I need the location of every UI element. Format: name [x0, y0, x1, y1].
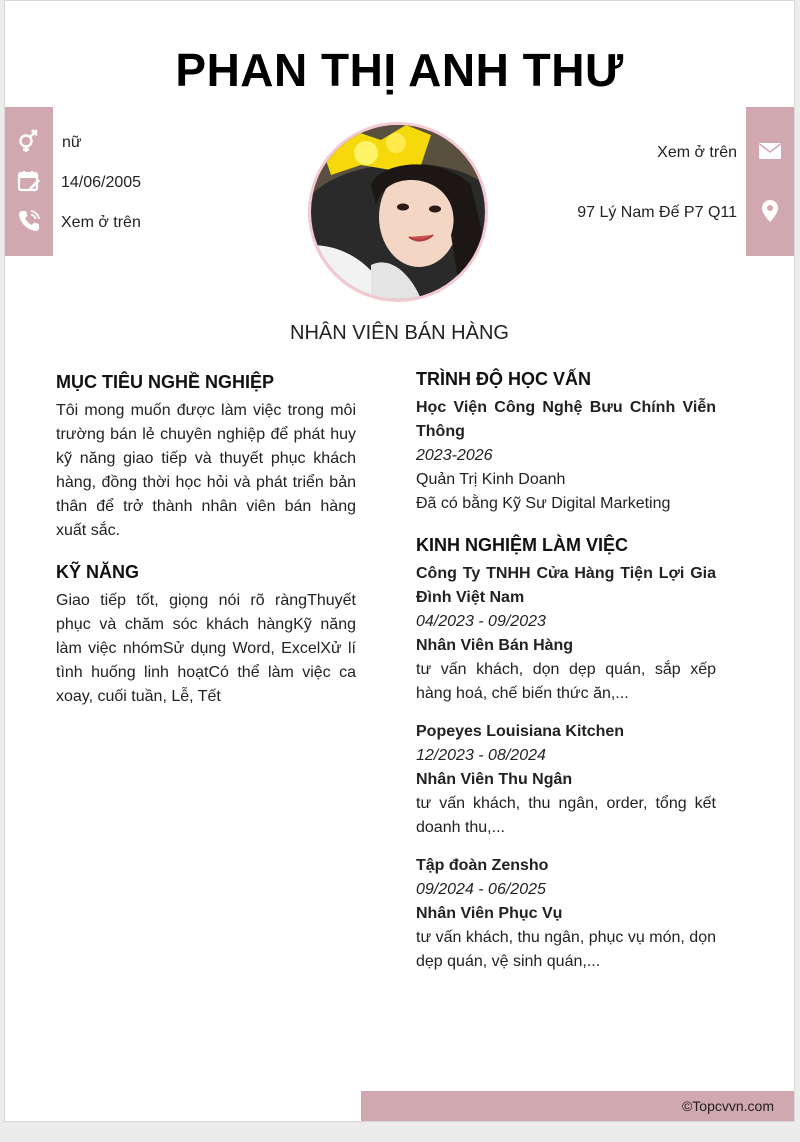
- job-company: Popeyes Louisiana Kitchen: [416, 723, 625, 740]
- objective-section: [56, 369, 356, 543]
- cv-page: [4, 0, 795, 1122]
- birthday-value: 14/06/2005: [61, 174, 142, 191]
- avatar-photo: [311, 125, 485, 299]
- job-period: 12/2023 - 08/2024: [416, 747, 546, 764]
- education-section: [416, 366, 716, 516]
- job-position: Nhân Viên Thu Ngân: [416, 771, 573, 788]
- job-company: Công Ty TNHH Cửa Hàng Tiện Lợi Gia Đình Việt Nam: [416, 565, 716, 606]
- experience-section: [416, 532, 716, 974]
- mail-icon: [758, 139, 782, 163]
- candidate-name: PHAN THỊ ANH THƯ: [175, 44, 624, 96]
- skills-text: Giao tiếp tốt, giọng nói rõ ràngThuyết phục và chăm sóc khách hàngKỹ năng làm việc nhómSử dụng Word, ExcelXử lí tình huống linh hoạtCó thể làm việc ca xoay, cuối tuần, Lễ, Tết: [56, 592, 356, 705]
- job-description: tư vấn khách, thu ngân, order, tổng kết doanh thu,...: [416, 795, 716, 836]
- objective-text: Tôi mong muốn được làm việc trong môi trường bán lẻ chuyên nghiệp để phát huy kỹ năng giao tiếp và thuyết phục khách hàng, đồng thời học hỏi và phát triển bản thân để trở thành nhân viên bán hàng xuất sắc.: [56, 402, 356, 539]
- location-icon: [758, 199, 782, 223]
- phone-value: Xem ở trên: [61, 214, 141, 231]
- footer-credit[interactable]: ©Topcvvn.com: [681, 1098, 774, 1114]
- address-value: 97 Lý Nam Đế P7 Q11: [577, 204, 737, 221]
- education-note: Đã có bằng Kỹ Sư Digital Marketing: [416, 495, 671, 512]
- left-icon-bar: [5, 107, 53, 256]
- gender-icon: [17, 129, 41, 153]
- education-period: 2023-2026: [416, 447, 493, 464]
- job-description: tư vấn khách, dọn dẹp quán, sắp xếp hàng hoá, chế biến thức ăn,...: [416, 661, 716, 702]
- job-entry: [416, 854, 716, 974]
- avatar: [308, 122, 488, 302]
- right-icon-bar: [746, 107, 794, 256]
- skills-heading: KỸ NĂNG: [56, 562, 140, 582]
- right-column: [416, 366, 716, 990]
- job-position: Nhân Viên Phục Vụ: [416, 905, 563, 922]
- education-major: Quản Trị Kinh Doanh: [416, 471, 566, 488]
- job-period: 04/2023 - 09/2023: [416, 613, 546, 630]
- objective-heading: MỤC TIÊU NGHỀ NGHIỆP: [56, 372, 275, 392]
- gender-value: nữ: [62, 134, 82, 151]
- education-heading: TRÌNH ĐỘ HỌC VẤN: [416, 369, 591, 389]
- job-company: Tập đoàn Zensho: [416, 857, 549, 874]
- job-title: NHÂN VIÊN BÁN HÀNG: [290, 322, 509, 344]
- experience-heading: KINH NGHIỆM LÀM VIỆC: [416, 535, 629, 555]
- job-position: Nhân Viên Bán Hàng: [416, 637, 574, 654]
- job-description: tư vấn khách, thu ngân, phục vụ món, dọn dẹp quán, vệ sinh quán,...: [416, 929, 716, 970]
- job-period: 09/2024 - 06/2025: [416, 881, 546, 898]
- job-entry: [416, 720, 716, 840]
- email-value: Xem ở trên: [657, 144, 737, 161]
- phone-icon: [17, 209, 41, 233]
- footer-bar: [361, 1091, 795, 1121]
- skills-section: [56, 559, 356, 709]
- calendar-icon: [17, 169, 41, 193]
- school-name: Học Viện Công Nghệ Bưu Chính Viễn Thông: [416, 399, 716, 440]
- left-column: [56, 369, 356, 725]
- job-entry: [416, 562, 716, 706]
